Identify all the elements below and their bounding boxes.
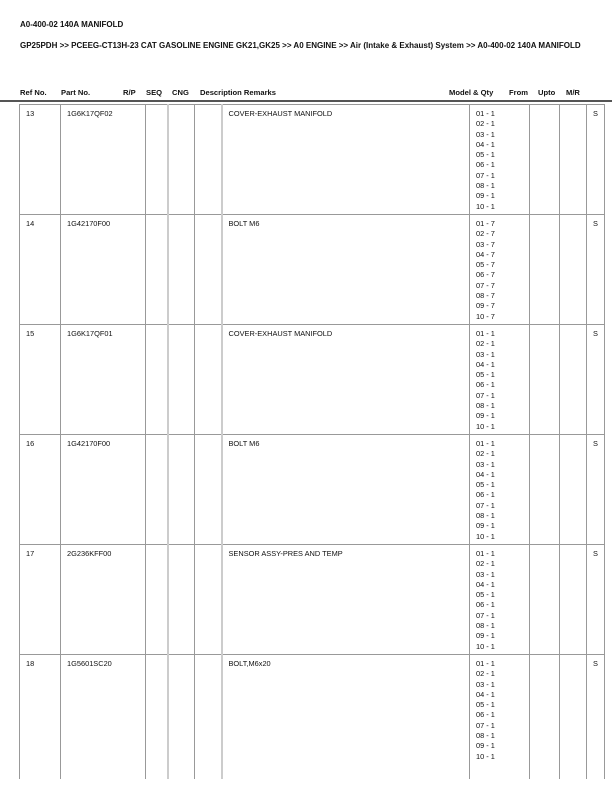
from-cell <box>530 435 560 545</box>
model-qty-line: 01 - 1 <box>476 109 495 118</box>
from-cell <box>530 655 560 780</box>
from-cell <box>530 545 560 655</box>
model-qty-line: 03 - 1 <box>476 129 495 139</box>
model-qty-line: 05 - 1 <box>476 370 495 380</box>
model-qty-line: 08 - 1 <box>476 181 495 191</box>
model-qty-line: 02 - 1 <box>476 119 495 129</box>
part-number-cell: 1G5601SC20 <box>61 655 146 780</box>
table-row <box>20 325 605 435</box>
model-qty-line: 08 - 7 <box>476 291 495 301</box>
description-cell: COVER-EXHAUST MANIFOLD <box>222 105 470 215</box>
model-qty-cell <box>470 435 530 545</box>
model-qty-cell <box>470 545 530 655</box>
table-row <box>20 435 605 545</box>
model-qty-line: 04 - 1 <box>476 469 495 479</box>
col-model: Model & Qty <box>449 88 494 97</box>
mr-cell: S <box>587 105 605 215</box>
description-cell: BOLT,M6x20 <box>222 655 470 780</box>
model-qty-cell <box>470 215 530 325</box>
model-qty-line: 03 - 1 <box>476 349 495 359</box>
model-qty-line: 04 - 1 <box>476 579 495 589</box>
model-qty-line: 05 - 7 <box>476 260 495 270</box>
model-qty-line: 10 - 7 <box>476 311 495 321</box>
cng-cell <box>195 655 222 780</box>
model-qty-line: 09 - 7 <box>476 301 495 311</box>
model-qty-line: 06 - 1 <box>476 160 495 170</box>
mr-cell: S <box>587 325 605 435</box>
model-qty-line: 09 - 1 <box>476 741 495 751</box>
breadcrumb: GP25PDH >> PCEEG-CT13H-23 CAT GASOLINE ENGINE GK21,GK25 >> A0 ENGINE >> Air (Intake & Exhaust) System >> A0-400-02 140A MANIFOLD <box>20 41 581 50</box>
table-row <box>20 545 605 655</box>
table-row <box>20 655 605 780</box>
ref-cell: 17 <box>20 545 61 655</box>
upto-cell <box>560 435 587 545</box>
model-qty-line: 08 - 1 <box>476 511 495 521</box>
rp-cell <box>146 435 168 545</box>
model-qty-line: 03 - 1 <box>476 459 495 469</box>
model-qty-line: 05 - 1 <box>476 700 495 710</box>
model-qty-line: 10 - 1 <box>476 751 495 761</box>
col-seq: SEQ <box>146 88 163 97</box>
from-cell <box>530 105 560 215</box>
seq-cell <box>168 325 195 435</box>
model-qty-line: 03 - 7 <box>476 239 495 249</box>
model-qty-line: 01 - 1 <box>476 549 495 558</box>
col-ref: Ref No. <box>20 88 47 97</box>
ref-cell: 15 <box>20 325 61 435</box>
col-desc: Description Remarks <box>200 88 276 97</box>
from-cell <box>530 215 560 325</box>
part-number-cell: 2G236KFF00 <box>61 545 146 655</box>
mr-cell: S <box>587 655 605 780</box>
parts-table <box>19 104 605 779</box>
ref-cell: 14 <box>20 215 61 325</box>
model-qty-line: 02 - 1 <box>476 339 495 349</box>
model-qty-cell <box>470 325 530 435</box>
model-qty-line: 10 - 1 <box>476 531 495 541</box>
model-qty-line: 04 - 1 <box>476 689 495 699</box>
model-qty-line: 06 - 1 <box>476 380 495 390</box>
model-qty-line: 08 - 1 <box>476 621 495 631</box>
seq-cell <box>168 215 195 325</box>
model-qty-line: 09 - 1 <box>476 631 495 641</box>
upto-cell <box>560 545 587 655</box>
model-qty-line: 08 - 1 <box>476 731 495 741</box>
model-qty-line: 07 - 1 <box>476 720 495 730</box>
col-mr: M/R <box>566 88 580 97</box>
cng-cell <box>195 325 222 435</box>
model-qty-line: 10 - 1 <box>476 201 495 211</box>
model-qty-line: 07 - 1 <box>476 390 495 400</box>
model-qty-line: 10 - 1 <box>476 421 495 431</box>
from-cell <box>530 325 560 435</box>
model-qty-line: 04 - 1 <box>476 359 495 369</box>
mr-cell: S <box>587 215 605 325</box>
description-cell: BOLT M6 <box>222 215 470 325</box>
model-qty-line: 03 - 1 <box>476 569 495 579</box>
part-number-cell: 1G42170F00 <box>61 435 146 545</box>
cng-cell <box>195 435 222 545</box>
model-qty-line: 07 - 1 <box>476 170 495 180</box>
model-qty-line: 02 - 1 <box>476 559 495 569</box>
model-qty-line: 05 - 1 <box>476 590 495 600</box>
rp-cell <box>146 655 168 780</box>
model-qty-line: 09 - 1 <box>476 521 495 531</box>
table-row <box>20 105 605 215</box>
ref-cell: 13 <box>20 105 61 215</box>
model-qty-line: 06 - 1 <box>476 710 495 720</box>
col-part: Part No. <box>61 88 91 97</box>
description-cell: COVER-EXHAUST MANIFOLD <box>222 325 470 435</box>
model-qty-cell <box>470 105 530 215</box>
upto-cell <box>560 325 587 435</box>
part-number-cell: 1G42170F00 <box>61 215 146 325</box>
model-qty-cell <box>470 655 530 780</box>
page-title: A0-400-02 140A MANIFOLD <box>20 20 124 29</box>
model-qty-line: 04 - 7 <box>476 249 495 259</box>
cng-cell <box>195 545 222 655</box>
model-qty-line: 01 - 1 <box>476 659 495 668</box>
model-qty-line: 02 - 1 <box>476 449 495 459</box>
model-qty-line: 06 - 1 <box>476 600 495 610</box>
description-cell: BOLT M6 <box>222 435 470 545</box>
seq-cell <box>168 105 195 215</box>
model-qty-line: 07 - 1 <box>476 500 495 510</box>
rp-cell <box>146 545 168 655</box>
model-qty-line: 02 - 7 <box>476 229 495 239</box>
col-upto: Upto <box>538 88 556 97</box>
cng-cell <box>195 105 222 215</box>
model-qty-line: 04 - 1 <box>476 139 495 149</box>
seq-cell <box>168 655 195 780</box>
part-number-cell: 1G6K17QF02 <box>61 105 146 215</box>
model-qty-line: 01 - 7 <box>476 219 495 228</box>
model-qty-line: 08 - 1 <box>476 401 495 411</box>
col-rp: R/P <box>123 88 136 97</box>
model-qty-line: 01 - 1 <box>476 329 495 338</box>
upto-cell <box>560 215 587 325</box>
ref-cell: 16 <box>20 435 61 545</box>
model-qty-line: 10 - 1 <box>476 641 495 651</box>
mr-cell: S <box>587 545 605 655</box>
ref-cell: 18 <box>20 655 61 780</box>
seq-cell <box>168 435 195 545</box>
upto-cell <box>560 105 587 215</box>
model-qty-line: 06 - 7 <box>476 270 495 280</box>
model-qty-line: 05 - 1 <box>476 480 495 490</box>
model-qty-line: 09 - 1 <box>476 191 495 201</box>
col-from: From <box>509 88 528 97</box>
model-qty-line: 07 - 7 <box>476 280 495 290</box>
model-qty-line: 09 - 1 <box>476 411 495 421</box>
model-qty-line: 01 - 1 <box>476 439 495 448</box>
table-header <box>0 88 612 100</box>
part-number-cell: 1G6K17QF01 <box>61 325 146 435</box>
model-qty-line: 07 - 1 <box>476 610 495 620</box>
mr-cell: S <box>587 435 605 545</box>
rp-cell <box>146 215 168 325</box>
cng-cell <box>195 215 222 325</box>
table-row <box>20 215 605 325</box>
seq-cell <box>168 545 195 655</box>
col-cng: CNG <box>172 88 189 97</box>
rp-cell <box>146 325 168 435</box>
model-qty-line: 02 - 1 <box>476 669 495 679</box>
upto-cell <box>560 655 587 780</box>
rp-cell <box>146 105 168 215</box>
model-qty-line: 05 - 1 <box>476 150 495 160</box>
model-qty-line: 06 - 1 <box>476 490 495 500</box>
model-qty-line: 03 - 1 <box>476 679 495 689</box>
description-cell: SENSOR ASSY-PRES AND TEMP <box>222 545 470 655</box>
header-divider <box>0 100 612 102</box>
